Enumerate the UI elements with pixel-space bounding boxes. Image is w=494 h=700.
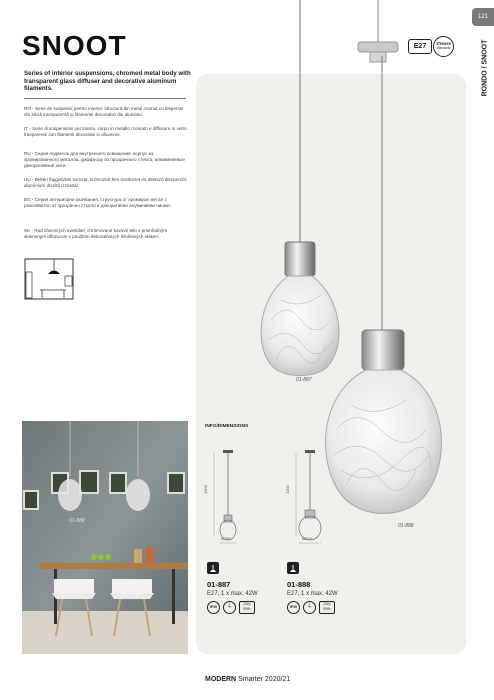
product-spec-01-887: E27, 1 x max. 42W [207,591,258,597]
diameter-label-01-888: Ø200 [302,536,312,541]
e27-badge: E27 [408,39,432,54]
pendant-type-icon [287,562,299,574]
voltage-icon: 230V 50Hz [239,601,255,614]
product-spec-01-888: E27, 1 x max. 42W [287,591,338,597]
voltage-icon: 230V 50Hz [319,601,335,614]
height-label-01-887: 1300 [202,485,208,494]
description-ro: RO - Serie de suspensii pentru interior, structură din metal cromat cu dispersor din sticlă transparentă și filamente decorative din aluminiu. [24,106,184,117]
product-code-01-888: 01-888 [287,580,311,589]
diameter-label-01-887: Ø150 [221,536,231,541]
interior-photo [22,421,188,654]
footer: MODERN Smarter 2020/21 [205,676,291,683]
spec-icons-01-887 [207,601,255,614]
description-bg: BG - Серия интериорни окачвания, структура от хромиран метал с разсейвател от прозрачно стъкло и декоративни алуминиеви нишки. [24,197,171,208]
class-icon: ⏚ [223,601,236,614]
photo-label: 01-888 [69,518,85,524]
dimension-drawing-01-887 [208,450,248,550]
room-icon [24,258,74,300]
page-number: 121 [472,8,494,26]
spec-icons-01-888 [287,601,335,614]
description-sk: SK - Rad závesných svietidiel, chrómované kovové telo s priehľadným sklenenym difúzorom s použitím dekoratívnych hliníkových vláken. [24,228,168,239]
description-it: IT - Serie di sospensioni per interni, corpo in metallo cromato e diffusore in vetro trasparente con filamenti decorativi in alluminio. [24,126,187,137]
info-dimensions-label: INFO/DIMENSIONS [205,424,249,429]
product-code-01-887: 01-887 [207,580,231,589]
pendant-type-icon [207,562,219,574]
class-icon: ⏚ [303,601,316,614]
dimension-drawing-01-888 [290,450,330,550]
height-label-01-888: 1300 [284,485,290,494]
page-title: SNOOT [22,30,127,61]
side-tab: RONDO / SNOOT [481,39,489,96]
description-hu: HU - Beltéri függesztés sorozat, krómozott fém szerkezet és áttetsző diszperzór, alumínium díszítő izzószál. [24,177,188,188]
divider [24,98,186,99]
ip-rating-icon: IP20 [287,601,300,614]
description-ru: RU - Серия подвесок для внутреннего освещения, корпус из хромированного металла, диффузор из прозрачного стекла, алюминиевые декоративные нити. [24,151,185,168]
warranty-badge: 2Years Warranty [433,36,454,57]
description-en: Series of interior suspensions, chromed metal body with transparent glass diffuser and decorative aluminum filaments. [24,70,191,93]
large-lamp-label: 01-888 [398,523,414,529]
ip-rating-icon: IP20 [207,601,220,614]
small-lamp-label: 01-887 [296,377,312,383]
